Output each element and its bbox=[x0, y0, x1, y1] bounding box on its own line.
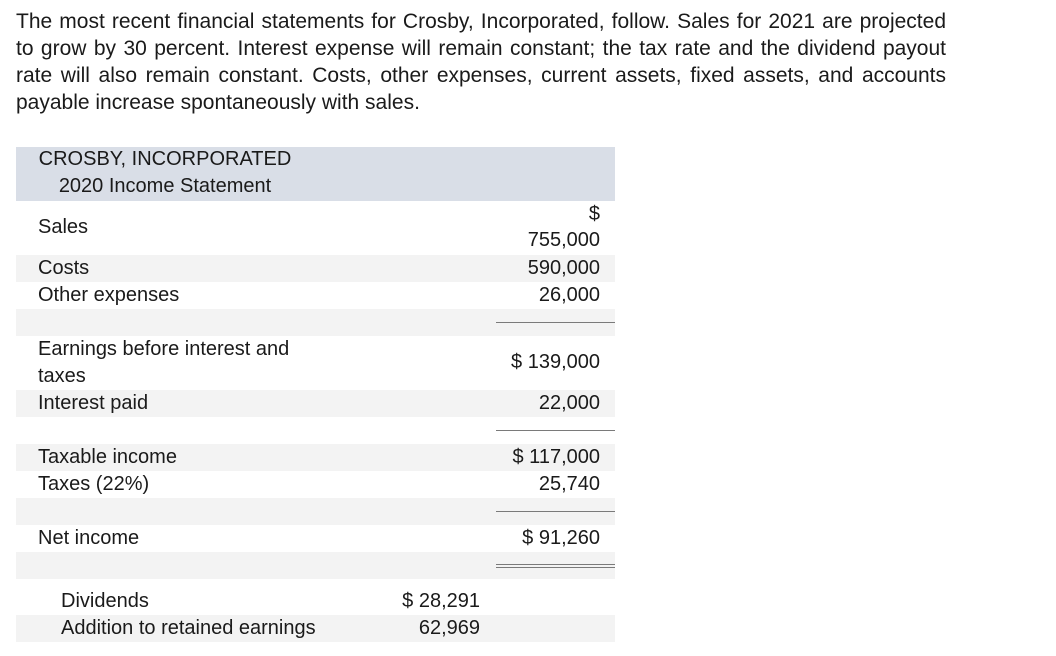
table-row-retained-earnings bbox=[16, 615, 615, 642]
subtotal-rule bbox=[496, 322, 615, 323]
table-row-costs bbox=[16, 255, 615, 282]
table-row-interest bbox=[16, 390, 615, 417]
sales-currency: $ bbox=[588, 203, 600, 225]
table-row-dividends bbox=[16, 588, 615, 615]
total-double-rule-bottom bbox=[496, 567, 615, 568]
costs-label: Costs bbox=[38, 257, 90, 279]
table-row-ebit bbox=[16, 336, 615, 390]
taxable-income-value: $ 117,000 bbox=[512, 446, 600, 468]
other-expenses-value: 26,000 bbox=[538, 284, 600, 306]
retained-earnings-label: Addition to retained earnings bbox=[61, 617, 316, 639]
problem-statement: The most recent financial statements for Crosby, Incorporated, follow. Sales for 2021 are projected to grow by 30 percent. Interest expense will remain constant; the tax rate and the dividend payout rate will also remain constant. Costs, other expenses, current assets, fixed assets, and accounts payable increase spontaneously with sales. bbox=[16, 10, 946, 114]
interest-label: Interest paid bbox=[38, 392, 149, 414]
company-name: CROSBY, INCORPORATED bbox=[38, 148, 292, 170]
net-income-value: $ 91,260 bbox=[522, 527, 600, 549]
table-row-net-income bbox=[16, 525, 615, 552]
total-double-rule-top bbox=[496, 564, 615, 565]
ebit-value: $ 139,000 bbox=[511, 351, 600, 373]
dividends-value: $ 28,291 bbox=[402, 590, 480, 612]
subtotal-rule bbox=[496, 430, 615, 431]
other-expenses-label: Other expenses bbox=[38, 284, 180, 306]
ebit-label-line-1: Earnings before interest and bbox=[38, 338, 290, 360]
interest-value: 22,000 bbox=[538, 392, 600, 414]
table-row-taxable-income bbox=[16, 444, 615, 471]
costs-value: 590,000 bbox=[527, 257, 600, 279]
table-row-spacer bbox=[16, 552, 615, 579]
taxes-label: Taxes (22%) bbox=[38, 473, 150, 495]
net-income-label: Net income bbox=[38, 527, 140, 549]
dividends-label: Dividends bbox=[61, 590, 149, 612]
subtotal-rule bbox=[496, 511, 615, 512]
table-row-sales bbox=[16, 201, 615, 255]
table-row-taxes bbox=[16, 471, 615, 498]
statement-title: 2020 Income Statement bbox=[58, 175, 272, 197]
retained-earnings-value: 62,969 bbox=[418, 617, 480, 639]
statement-header bbox=[16, 147, 615, 201]
taxable-income-label: Taxable income bbox=[38, 446, 177, 468]
ebit-label-line-2: taxes bbox=[38, 365, 86, 387]
taxes-value: 25,740 bbox=[538, 473, 600, 495]
sales-label: Sales bbox=[38, 216, 89, 238]
table-row-other-expenses bbox=[16, 282, 615, 309]
sales-value: 755,000 bbox=[527, 229, 600, 251]
